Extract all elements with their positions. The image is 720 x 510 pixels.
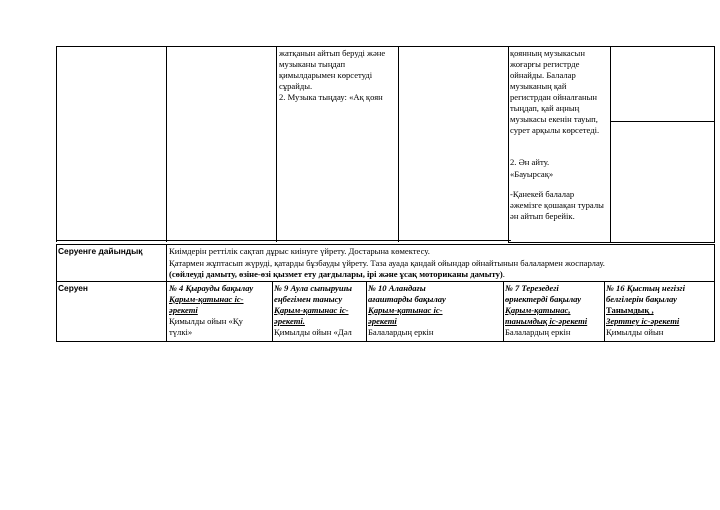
top-table-divider-5 (610, 46, 611, 242)
top-table-border-top (56, 46, 715, 47)
top-table-border-left (56, 46, 57, 242)
text-line: 2. Ән айту. (510, 157, 550, 167)
text-line: ойнайды. Балалар (510, 70, 576, 80)
walk-table-border-left (56, 244, 57, 342)
top-table-divider-4 (508, 46, 509, 242)
top-table-divider-3 (398, 46, 399, 242)
text-line: музыканың қай (510, 81, 567, 91)
walk-table-border-bottom (56, 341, 715, 342)
text-line: ән айтып берейік. (510, 211, 575, 221)
game-text: Балалардың еркін (505, 327, 571, 337)
top-table-inner-rule (610, 121, 714, 122)
top-table-bottom-rule (56, 240, 511, 241)
activity-type: әрекеті. (274, 316, 305, 326)
text-line: қоянның музыкасын (510, 48, 585, 58)
walk-prep-line-2: Қатармен жұптасып жүруді, қатарды бұзбауды үйрету. Таза ауада қандай ойындар ойнайтынын балалармен жоспарлау. (169, 258, 605, 268)
walk-col-divider-1 (272, 281, 273, 342)
top-table-border-right (714, 46, 715, 242)
walk-prep-line-1: Киімдерін реттілік сақтап дұрыс киінуге үйрету. Достарына көмектесу. (169, 246, 430, 256)
activity-type: Зерттеу іс-әрекеті (606, 316, 680, 326)
text-line: -Қанекей балалар (510, 189, 575, 199)
top-table-bottom-rule-right (508, 242, 715, 243)
activity-type: Қарым-қатынас іс- (274, 305, 349, 315)
game-text: Балалардың еркін (368, 327, 434, 337)
walk-col-divider-3 (503, 281, 504, 342)
walk-prep-skills: (сөйлеуді дамыту, өзіне-өзі қызмет ету дағдылары, ірі және ұсақ моториканы дамыту) (169, 269, 503, 279)
walk-prep-label: Серуенге дайындық (58, 246, 143, 256)
text-line: музыкасы екенін тауып, (510, 114, 598, 124)
walk-table-border-right (714, 244, 715, 342)
observation-title: № 9 Аула сыпырушы (274, 283, 352, 293)
top-table-divider-2 (276, 46, 277, 242)
observation-title: өрнектерді бақылау (505, 294, 582, 304)
walk-table-label-divider (166, 244, 167, 342)
activity-type: Танымдық , (606, 305, 654, 315)
text-line: тыңдап, қай аңның (510, 103, 580, 113)
walk-table-row-divider (56, 281, 715, 282)
observation-title: № 7 Терезедегі (505, 283, 559, 293)
walk-col-divider-4 (604, 281, 605, 342)
text-line: жоғарғы регистрде (510, 59, 580, 69)
observation-title: ағаштарды бақылау (368, 294, 446, 304)
activity-type: Қарым-қатынас іс- (169, 294, 244, 304)
text-line: 2. Музыка тыңдау: «Ақ қоян (279, 92, 383, 102)
text-line: сурет арқылы көрсетеді. (510, 125, 600, 135)
activity-type: танымдық іс-әрекеті (505, 316, 588, 326)
text-line: жатқанын айтып беруді және (279, 48, 386, 58)
top-table-divider-1 (166, 46, 167, 242)
observation-title: № 16 Қыстың негізгі (606, 283, 685, 293)
game-text: Қимылды ойын (606, 327, 664, 337)
activity-type: Қарым-қатынас іс- (368, 305, 443, 315)
game-text: Қимылды ойын «Қу (169, 316, 243, 326)
game-text: түлкі» (169, 327, 193, 337)
walk-prep-period: . (502, 269, 505, 279)
game-text: Қимылды ойын «Дәл (274, 327, 352, 337)
observation-title: белгілерін бақылау (606, 294, 677, 304)
text-line: қимылдарымен көрсетуді (279, 70, 373, 80)
activity-type: әрекеті (368, 316, 397, 326)
text-line: сұрайды. (279, 81, 313, 91)
text-line: «Бауырсақ» (510, 169, 554, 179)
observation-title: еңбегімен танысу (274, 294, 343, 304)
walk-label: Серуен (58, 283, 88, 293)
observation-title: № 10 Аландағы (368, 283, 426, 293)
text-line: әжемізге қошақан туралы (510, 200, 604, 210)
activity-type: Қарым-қатынас, (505, 305, 571, 315)
observation-title: № 4 Қырауды бақылау (169, 283, 254, 293)
activity-type: әрекеті (169, 305, 198, 315)
walk-table-border-top (56, 244, 715, 245)
text-line: музыканы тыңдап (279, 59, 346, 69)
walk-prep-line-3 (169, 269, 505, 280)
text-line: регистрдан ойналғанын (510, 92, 598, 102)
walk-col-divider-2 (366, 281, 367, 342)
